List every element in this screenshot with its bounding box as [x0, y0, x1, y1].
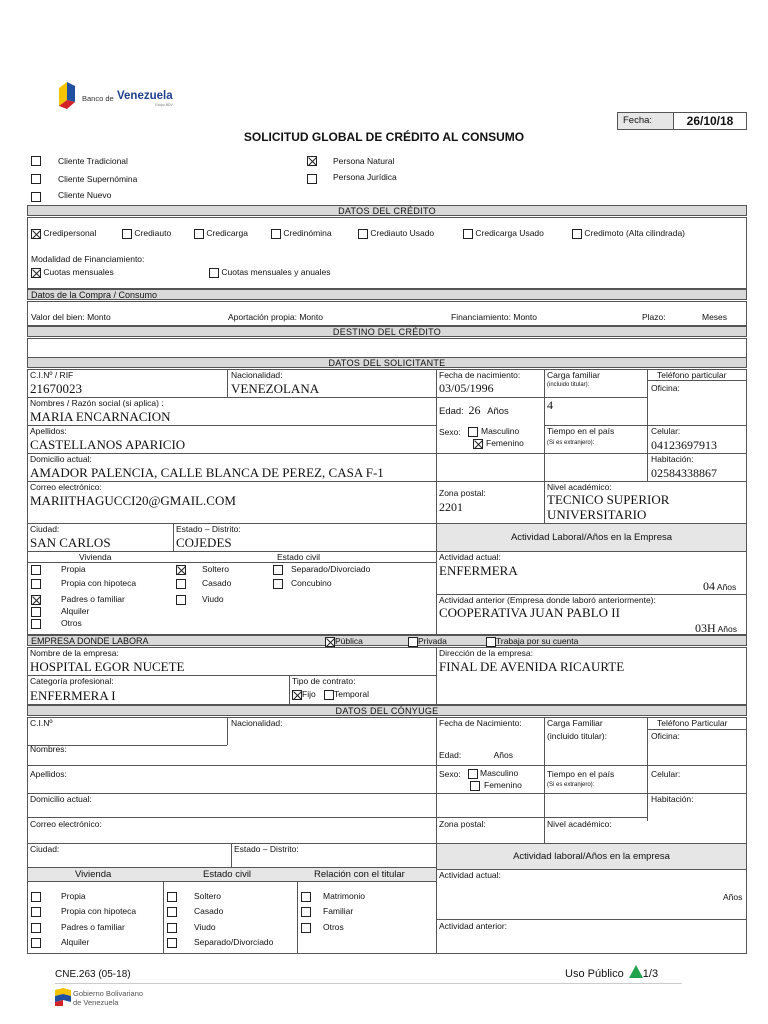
gobierno-line2: de Venezuela — [73, 998, 119, 1007]
checkbox-checked[interactable] — [176, 565, 186, 575]
checkbox[interactable] — [31, 938, 41, 948]
conyuge-tiempo-sub: (Si es extranjero): — [547, 782, 595, 788]
contrato-label: Tipo de contrato: — [292, 676, 356, 686]
checkbox-checked[interactable] — [473, 439, 483, 449]
conyuge-vivienda-label: Vivienda — [75, 869, 112, 880]
ciudad-label: Ciudad: — [30, 524, 60, 534]
plazo: Plazo: — [642, 312, 666, 322]
product-credicarga[interactable]: Credicarga — [194, 228, 248, 239]
cin-value[interactable]: 21670023 — [30, 381, 82, 396]
empresa-direccion-value[interactable]: FINAL DE AVENIDA RICAURTE — [439, 659, 625, 674]
empresa-nombre-value[interactable]: HOSPITAL EGOR NUCETE — [30, 659, 185, 674]
conyuge-masculino[interactable]: Masculino — [468, 768, 518, 779]
row-line — [647, 729, 747, 730]
civil-casado[interactable]: Casado — [176, 578, 186, 589]
col-line — [227, 369, 228, 397]
date-field[interactable]: 26/10/18 — [673, 112, 747, 130]
vivienda-padres[interactable]: Padres o familiar — [31, 594, 41, 605]
checkbox[interactable] — [301, 923, 311, 933]
triangle-icon — [629, 965, 643, 978]
actividad-actual-label: Actividad actual: — [439, 552, 501, 562]
col-line — [436, 369, 437, 635]
conyuge-relacion-matrimonio[interactable]: Matrimonio — [301, 891, 311, 902]
checkbox[interactable] — [31, 579, 41, 589]
date-label: Fecha: — [617, 112, 674, 130]
row-line — [436, 919, 747, 920]
persona-juridica[interactable]: Persona Jurídica — [307, 173, 317, 185]
checkbox[interactable] — [470, 781, 480, 791]
conyuge-cin-label: C.I.Nº — [30, 718, 53, 728]
domicilio-label: Domicilio actual: — [30, 454, 92, 464]
conyuge-carga-label: Carga Familiar — [547, 718, 603, 728]
conyuge-edad[interactable]: Edad: Años — [439, 750, 513, 760]
conyuge-vivienda-alquiler[interactable]: Alquiler — [31, 937, 41, 948]
checkbox[interactable] — [31, 607, 41, 617]
uso-publico: Uso Público 1/3 — [565, 965, 658, 980]
fecha-nac-value[interactable]: 03/05/1996 — [439, 381, 494, 395]
col-line — [647, 369, 648, 453]
correo-value[interactable]: MARIITHAGUCCI20@GMAIL.COM — [30, 493, 236, 508]
conyuge-oficina-label: Oficina: — [651, 731, 680, 741]
section-datos-credito: DATOS DEL CRÉDITO — [27, 205, 747, 216]
civil-concubino[interactable]: Concubino — [273, 578, 283, 589]
oficina-label: Oficina: — [651, 383, 680, 393]
section-conyuge: DATOS DEL CÓNYUGE — [27, 705, 747, 716]
civil-viudo[interactable]: Viudo — [176, 594, 186, 605]
conyuge-domicilio-label: Domicilio actual: — [30, 794, 92, 804]
checkbox-checked[interactable] — [325, 637, 335, 647]
col-line — [436, 647, 437, 705]
bank-name-small: Banco de — [82, 94, 114, 103]
conyuge-telefono-label: Teléfono Particular — [657, 718, 728, 728]
product-credipersonal[interactable]: Credipersonal — [31, 228, 96, 239]
checkbox[interactable] — [31, 892, 41, 902]
col-line — [231, 843, 232, 867]
col-line — [173, 523, 174, 551]
conyuge-civil-casado[interactable]: Casado — [167, 906, 177, 917]
nombres-value[interactable]: MARIA ENCARNACION — [30, 409, 171, 424]
empresa-box — [27, 647, 747, 705]
carga-label: Carga familiar — [547, 370, 600, 380]
sexo-femenino[interactable]: Femenino — [473, 438, 524, 449]
credit-products — [31, 228, 747, 240]
conyuge-civil-soltero[interactable]: Soltero — [167, 891, 177, 902]
categoria-value[interactable]: ENFERMERA I — [30, 688, 116, 703]
row-line — [27, 562, 436, 563]
edad-field[interactable]: Edad: 26 Años — [439, 403, 509, 417]
row-line — [27, 453, 747, 454]
col-line — [647, 453, 648, 481]
celular-value[interactable]: 04123697913 — [651, 438, 717, 452]
footer-line — [55, 983, 682, 984]
vivienda-hipoteca[interactable]: Propia con hipoteca — [31, 578, 41, 589]
checkbox[interactable] — [358, 229, 368, 239]
checkbox[interactable] — [271, 229, 281, 239]
conyuge-actividad-anterior-label: Actividad anterior: — [439, 921, 508, 931]
section-solicitante: DATOS DEL SOLICITANTE — [27, 357, 747, 368]
checkbox[interactable] — [31, 923, 41, 933]
conyuge-femenino[interactable]: Femenino — [470, 780, 522, 791]
sexo-masculino[interactable]: Masculino — [468, 426, 519, 437]
checkbox-checked[interactable] — [292, 690, 302, 700]
col-line — [544, 369, 545, 481]
nombres-label: Nombres / Razón social (si aplica) : — [30, 398, 164, 408]
conyuge-relacion-otros[interactable]: Otros — [301, 922, 311, 933]
conyuge-zona-label: Zona postal: — [439, 819, 486, 829]
persona-natural[interactable]: Persona Natural — [307, 155, 317, 167]
conyuge-apellidos-label: Apellidos: — [30, 769, 67, 779]
checkbox[interactable] — [273, 565, 283, 575]
client-supernomina[interactable]: Cliente Supernómina — [31, 173, 41, 185]
row-line — [647, 380, 747, 381]
gobierno-logo — [55, 986, 175, 1008]
telefono-label: Teléfono particular — [657, 370, 727, 380]
checkbox[interactable] — [122, 229, 132, 239]
vivienda-propia[interactable]: Propia — [31, 564, 41, 575]
conyuge-carga-sub: (incluido titular): — [547, 731, 607, 741]
conyuge-anos-right: Años — [723, 892, 743, 902]
client-nuevo[interactable]: Cliente Nuevo — [31, 191, 41, 203]
checkbox[interactable] — [301, 907, 311, 917]
product-credinomina[interactable]: Credinómina — [271, 228, 332, 239]
cuotas-mensuales[interactable]: Cuotas mensuales — [31, 267, 114, 278]
compra-box — [27, 301, 747, 326]
bank-logo — [57, 80, 187, 112]
estado-label: Estado – Distrito: — [176, 524, 241, 534]
col-line — [227, 717, 228, 745]
nacionalidad-label: Nacionalidad: — [231, 370, 283, 380]
conyuge-actividad-actual-label: Actividad actual: — [439, 870, 501, 880]
checkbox[interactable] — [167, 938, 177, 948]
conyuge-civil-label: Estado civil — [203, 869, 252, 880]
checkbox[interactable] — [31, 619, 41, 629]
conyuge-tiempo-label: Tiempo en el país — [547, 769, 615, 779]
aportacion: Aportación propia: Monto — [228, 312, 323, 322]
checkbox[interactable] — [301, 892, 311, 902]
flag-icon — [55, 988, 71, 1006]
section-compra: Datos de la Compra / Consumo — [27, 289, 747, 300]
apellidos-value[interactable]: CASTELLANOS APARICIO — [30, 437, 186, 452]
row-line — [27, 793, 747, 794]
row-line — [27, 765, 436, 766]
tiempo-sub: (Si es extranjero): — [547, 440, 595, 446]
product-crediauto[interactable]: Crediauto — [122, 228, 171, 239]
bank-tagline: Grupo BDV — [155, 103, 173, 107]
conyuge-estado-label: Estado – Distrito: — [234, 844, 299, 854]
conyuge-vivienda-padres[interactable]: Padres o familiar — [31, 922, 41, 933]
empresa-cuenta-propia[interactable]: Trabaja por su cuenta — [486, 636, 578, 647]
nivel-value-2[interactable]: UNIVERSITARIO — [547, 507, 647, 522]
section-empresa: EMPRESA DONDE LABORA — [27, 635, 747, 646]
conyuge-relacion-label: Relación con el titular — [314, 869, 405, 880]
row-line — [27, 481, 747, 482]
bank-logo-icon — [57, 80, 79, 110]
section-destino: DESTINO DEL CRÉDITO — [27, 326, 747, 337]
checkbox[interactable] — [307, 174, 317, 184]
conyuge-correo-label: Correo electrónico: — [30, 819, 102, 829]
col-line — [544, 481, 545, 523]
checkbox[interactable] — [468, 427, 478, 437]
checkbox[interactable] — [31, 174, 41, 184]
checkbox-checked[interactable] — [31, 229, 41, 239]
product-crediauto-usado[interactable]: Crediauto Usado — [358, 228, 434, 239]
conyuge-vivienda-hipoteca[interactable]: Propia con hipoteca — [31, 906, 41, 917]
bank-name-big: Venezuela — [117, 90, 173, 102]
civil-soltero[interactable]: Soltero — [176, 564, 186, 575]
celular-label: Celular: — [651, 426, 681, 436]
checkbox[interactable] — [408, 637, 418, 647]
actividad-anos[interactable]: 04 Años — [703, 579, 737, 593]
checkbox-checked[interactable] — [31, 595, 41, 605]
page-title: SOLICITUD GLOBAL DE CRÉDITO AL CONSUMO — [243, 130, 525, 144]
cin-label: C.I.Nº / RIF — [30, 370, 74, 380]
row-line — [27, 425, 436, 426]
row-line — [27, 881, 436, 882]
row-line — [27, 817, 647, 818]
sexo-label: Sexo: — [439, 427, 461, 437]
zona-value[interactable]: 2201 — [439, 500, 463, 514]
checkbox[interactable] — [167, 923, 177, 933]
vivienda-label: Vivienda — [79, 552, 112, 562]
empresa-direccion-label: Dirección de la empresa: — [439, 648, 534, 658]
destino-box — [27, 338, 747, 358]
col-line — [544, 717, 545, 843]
carga-value[interactable]: 4 — [547, 398, 553, 412]
empresa-nombre-label: Nombre de la empresa: — [30, 648, 119, 658]
valor-bien: Valor del bien: Monto — [31, 312, 111, 322]
conyuge-nivel-label: Nivel académico: — [547, 819, 612, 829]
conyuge-habitacion-label: Habitación: — [651, 794, 694, 804]
cuotas-anuales[interactable]: Cuotas mensuales y anuales — [209, 267, 331, 278]
checkbox[interactable] — [167, 892, 177, 902]
actividad-header: Actividad Laboral/Años en la Empresa — [437, 524, 746, 551]
checkbox[interactable] — [167, 907, 177, 917]
product-credicarga-usado[interactable]: Credicarga Usado — [463, 228, 544, 239]
row-line — [436, 765, 747, 766]
anterior-anos[interactable]: 03H Años — [695, 621, 737, 635]
checkbox-checked[interactable] — [307, 156, 317, 166]
checkbox[interactable] — [324, 690, 334, 700]
conyuge-celular-label: Celular: — [651, 769, 681, 779]
product-credimoto[interactable]: Credimoto (Alta cilindrada) — [572, 228, 685, 239]
checkbox[interactable] — [572, 229, 582, 239]
carga-sub: (incluido titular): — [547, 382, 590, 388]
conyuge-fecha-label: Fecha de Nacimiento: — [439, 718, 522, 728]
zona-label: Zona postal: — [439, 488, 486, 498]
empresa-privada[interactable]: Privada — [408, 636, 447, 647]
civil-separado[interactable]: Separado/Divorciado — [273, 564, 283, 575]
conyuge-civil-viudo[interactable]: Viudo — [167, 922, 177, 933]
conyuge-nacionalidad-label: Nacionalidad: — [231, 718, 283, 728]
checkbox[interactable] — [463, 229, 473, 239]
actividad-anterior-label: Actividad anterior (Empresa donde laboró anteriormente): — [439, 595, 656, 605]
checkbox-checked[interactable] — [31, 268, 41, 278]
nivel-label: Nivel académico: — [547, 482, 612, 492]
domicilio-value[interactable]: AMADOR PALENCIA, CALLE BLANCA DE PEREZ, CASA F-1 — [30, 465, 384, 480]
checkbox[interactable] — [31, 565, 41, 575]
tiempo-label: Tiempo en el país — [547, 426, 615, 436]
apellidos-label: Apellidos: — [30, 426, 67, 436]
checkbox[interactable] — [176, 579, 186, 589]
nivel-value-1[interactable]: TECNICO SUPERIOR — [547, 492, 670, 507]
categoria-label: Categoría profesional: — [30, 676, 114, 686]
client-type-section — [31, 155, 431, 203]
col-line — [289, 675, 290, 705]
empresa-publica[interactable]: Pública — [325, 636, 363, 647]
checkbox[interactable] — [194, 229, 204, 239]
conyuge-nombres-label: Nombres: — [30, 744, 67, 754]
checkbox[interactable] — [209, 268, 219, 278]
financiamiento: Financiamiento: Monto — [451, 312, 537, 322]
checkbox[interactable] — [176, 595, 186, 605]
checkbox[interactable] — [486, 637, 496, 647]
gobierno-line1: Gobierno Bolivariano — [73, 989, 144, 998]
checkbox[interactable] — [31, 192, 41, 202]
form-code: CNE.263 (05-18) — [55, 969, 131, 980]
vivienda-otros[interactable]: Otros — [31, 618, 41, 629]
estado-value[interactable]: COJEDES — [176, 535, 232, 550]
habitacion-label: Habitación: — [651, 454, 694, 464]
ciudad-value[interactable]: SAN CARLOS — [30, 535, 111, 550]
modalidad-label: Modalidad de Financiamiento: — [31, 254, 145, 264]
nacionalidad-value[interactable]: VENEZOLANA — [231, 381, 320, 396]
correo-label: Correo electrónico: — [30, 482, 102, 492]
checkbox[interactable] — [468, 769, 478, 779]
conyuge-vivienda-propia[interactable]: Propia — [31, 891, 41, 902]
checkbox[interactable] — [31, 907, 41, 917]
actividad-actual-value[interactable]: ENFERMERA — [439, 563, 518, 578]
client-tradicional[interactable]: Cliente Tradicional — [31, 155, 41, 167]
conyuge-actividad-header: Actividad laboral/Años en la empresa — [437, 844, 746, 869]
checkbox[interactable] — [31, 156, 41, 166]
actividad-anterior-value[interactable]: COOPERATIVA JUAN PABLO II — [439, 605, 620, 620]
contrato-fijo[interactable]: Fijo — [292, 689, 316, 700]
contrato-temporal[interactable]: Temporal — [324, 689, 369, 700]
conyuge-civil-separado[interactable]: Separado/Divorciado — [167, 937, 177, 948]
conyuge-sexo-label: Sexo: — [439, 769, 461, 779]
checkbox[interactable] — [273, 579, 283, 589]
col-line — [647, 717, 648, 821]
conyuge-relacion-familiar[interactable]: Familiar — [301, 906, 311, 917]
estado-civil-label: Estado civil — [277, 552, 320, 562]
habitacion-value[interactable]: 02584338867 — [651, 466, 717, 480]
fecha-nac-label: Fecha de nacimiento: — [439, 370, 521, 380]
meses: Meses — [702, 312, 728, 322]
vivienda-alquiler[interactable]: Alquiler — [31, 606, 41, 617]
conyuge-ciudad-label: Ciudad: — [30, 844, 60, 854]
